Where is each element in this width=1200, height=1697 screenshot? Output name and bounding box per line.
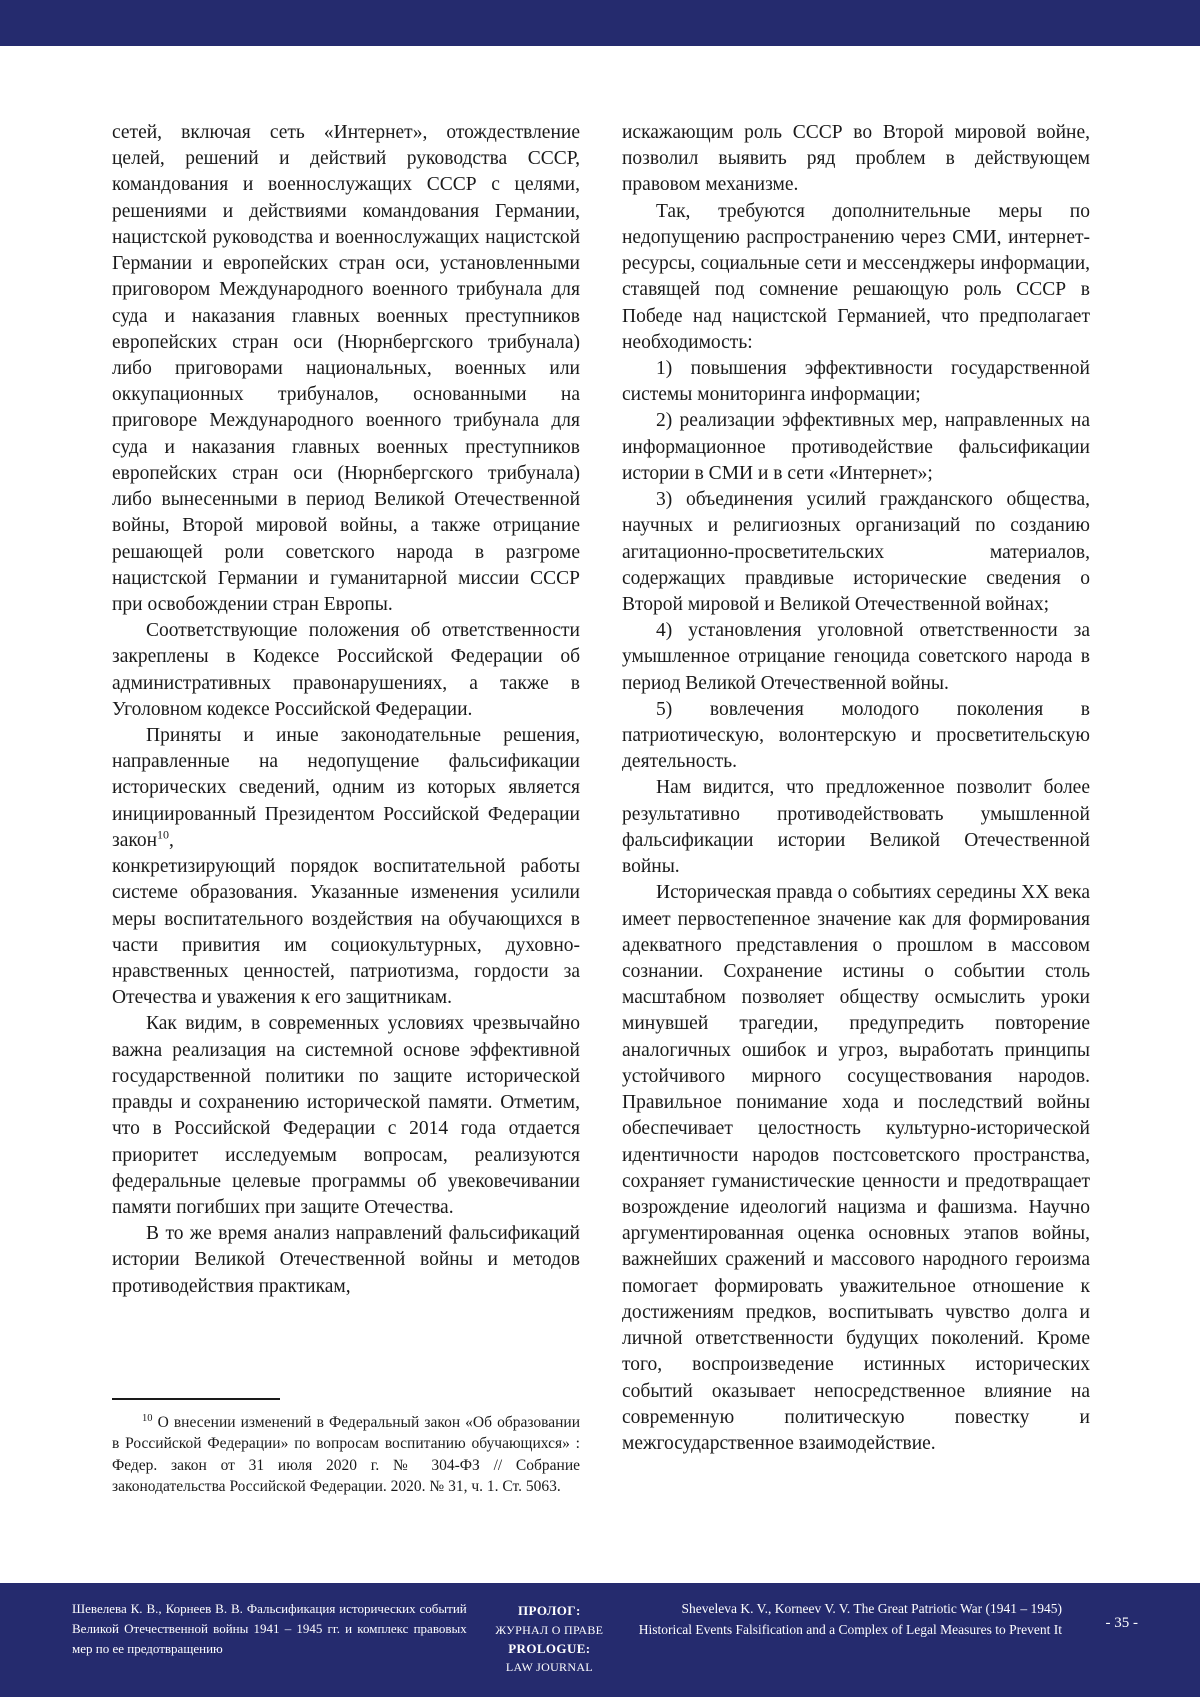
paragraph: сетей, включая сеть «Интернет», отождествление целей, решений и действий руководства СССР, командования и военнослужащих СССР с целями, решениями и действиями командования Германии, нацистской руководства и военнослужащих нацистской Германии и европейских стран оси, установленными приговором Международного военного трибунала для суда и наказания главных военных преступников европейских стран оси (Нюрнбергского трибунала) либо приговорами национальных, военных или оккупационных трибуналов, основанными на приговоре Международного военного трибунала для суда и наказания главных военных преступников европейских стран оси (Нюрнбергского трибунала) либо вынесенными в период Великой Отечественной войны, Второй мировой войны, а также отрицание решающей роли советского народа в разгроме нацистской Германии и гуманитарной миссии СССР при освобождении стран Европы.: [112, 122, 580, 615]
footnote-reference: 10: [157, 827, 170, 842]
paragraph: В то же время анализ направлений фальсификаций истории Великой Отечественной войны и методов противодействия практикам,: [112, 1223, 580, 1297]
paragraph: искажающим роль СССР во Второй мировой войне, позволил выявить ряд проблем в действующем правовом механизме.: [622, 122, 1090, 196]
journal-subtitle-en: LAW JOURNAL: [505, 1660, 593, 1674]
list-item: 2) реализации эффективных мер, направленных на информационное противодействие фальсификации истории в СМИ и в сети «Интернет»;: [622, 410, 1090, 484]
footer-citation-ru: Шевелева К. В., Корнеев В. В. Фальсификация исторических событий Великой Отечественной войны 1941 – 1945 гг. и комплекс правовых мер по ее предотвращению: [72, 1601, 467, 1656]
footer-right-group: [632, 1599, 1200, 1640]
footnote-body: О внесении изменений в Федеральный закон «Об образовании в Российской Федерации» по вопросам воспитанию обучающихся» : Федер. закон от 31 июля 2020 г. № 304-ФЗ // Собрание законодательства Российской Федерации. 2020. № 31, ч. 1. Ст. 5063.: [112, 1414, 581, 1496]
list-item: 3) объединения усилий гражданского общества, научных и религиозных организаций по созданию агитационно-просветительских материалов, содержащих правдивые исторические сведения о Второй мировой и Великой Отечественной войнах;: [622, 489, 1090, 615]
paragraph: Так, требуются дополнительные меры по недопущению распространению через СМИ, интернет-ресурсы, социальные сети и мессенджеры информации, ставящей под сомнение решающую роль СССР в Победе над нацистской Германией, что предполагает необходимость:: [622, 200, 1090, 353]
footnote-separator-rule: [112, 1398, 280, 1400]
journal-name-ru: ПРОЛОГ:: [518, 1603, 581, 1618]
footer-journal-title: [467, 1601, 632, 1676]
paragraph: Соответствующие положения об ответственности закреплены в Кодексе Российской Федерации об административных правонарушениях, а также в Уголовном кодексе Российской Федерации.: [112, 620, 580, 720]
journal-subtitle-ru: ЖУРНАЛ О ПРАВЕ: [495, 1622, 604, 1637]
page-number: - 35 -: [1105, 1615, 1138, 1631]
list-item: 5) вовлечения молодого поколения в патриотическую, волонтерскую и просветительскую деятельность.: [622, 698, 1090, 773]
paragraph-tail: ,: [169, 829, 174, 851]
two-column-text-body: [112, 120, 1090, 1457]
footer-citation-en: Sheveleva K. V., Korneev V. V. The Great Patriotic War (1941 – 1945) Historical Events Falsification and a Complex of Legal Measures to Prevent It: [638, 1601, 1062, 1637]
footnote-text: [112, 1412, 580, 1498]
list-item: 4) установления уголовной ответственности за умышленное отрицание геноцида советского народа в период Великой Отечественной войны.: [622, 620, 1090, 694]
paragraph-with-footnote-ref: [112, 723, 580, 854]
paragraph: Как видим, в современных условиях чрезвычайно важна реализация на системной основе эффективной государственной политики по защите исторической правды и сохранению исторической памяти. Отметим, что в Российской Федерации с 2014 года отдается приоритет исследуемым вопросам, реализуются федеральные целевые программы об увековечивании памяти погибших при защите Отечества.: [112, 1013, 580, 1218]
footnote-block: [112, 1398, 580, 1498]
paragraph-text: Приняты и иные законодательные решения, направленные на недопущение фальсификации исторических сведений, одним из которых является инициированный Президентом Российской Федерации закон: [112, 725, 580, 851]
footnote-number: 10: [142, 1412, 153, 1424]
page-footer: [0, 1583, 1200, 1697]
journal-name-en: PROLOGUE:: [508, 1640, 591, 1656]
top-decorative-bar: [0, 0, 1200, 46]
left-column: [112, 120, 580, 1457]
page-content-area: [0, 46, 1200, 1583]
right-column: [622, 120, 1090, 1457]
paragraph: конкретизирующий порядок воспитательной работы системе образования. Указанные изменения усилили меры воспитательного воздействия на обучающихся в части привития им социокультурных, духовно-нравственных ценностей, патриотизма, гордости за Отечества и уважения к его защитникам.: [112, 856, 580, 1009]
list-item: 1) повышения эффективности государственной системы мониторинга информации;: [622, 357, 1090, 406]
paragraph: Нам видится, что предложенное позволит более результативно противодействовать умышленной фальсификации истории Великой Отечественной войны.: [622, 777, 1090, 878]
paragraph: Историческая правда о событиях середины XX века имеет первостепенное значение как для формирования адекватного представления о прошлом в массовом сознании. Сохранение истины о событии столь масштабном позволяет обществу осмыслить уроки минувшей трагедии, предупредить повторение аналогичных ошибок и угроз, выработать принципы устойчивого мирного сосуществования народов. Правильное понимание хода и последствий войны обеспечивает целостность культурно-исторической идентичности народов постсоветского пространства, сохраняет гуманистические ценности и предотвращает возрождение идеологий нацизма и фашизма. Научно аргументированная оценка основных этапов войны, важнейших сражений и массового народного героизма помогает формировать уважительное отношение к достижениям предков, воспитывать чувство долга и личной ответственности будущих поколений. Кроме того, воспроизведение истинных исторических событий оказывает непосредственное влияние на современную политическую повестку и межгосударственное взаимодействие.: [622, 882, 1090, 1454]
footer-inner: [0, 1599, 1200, 1689]
